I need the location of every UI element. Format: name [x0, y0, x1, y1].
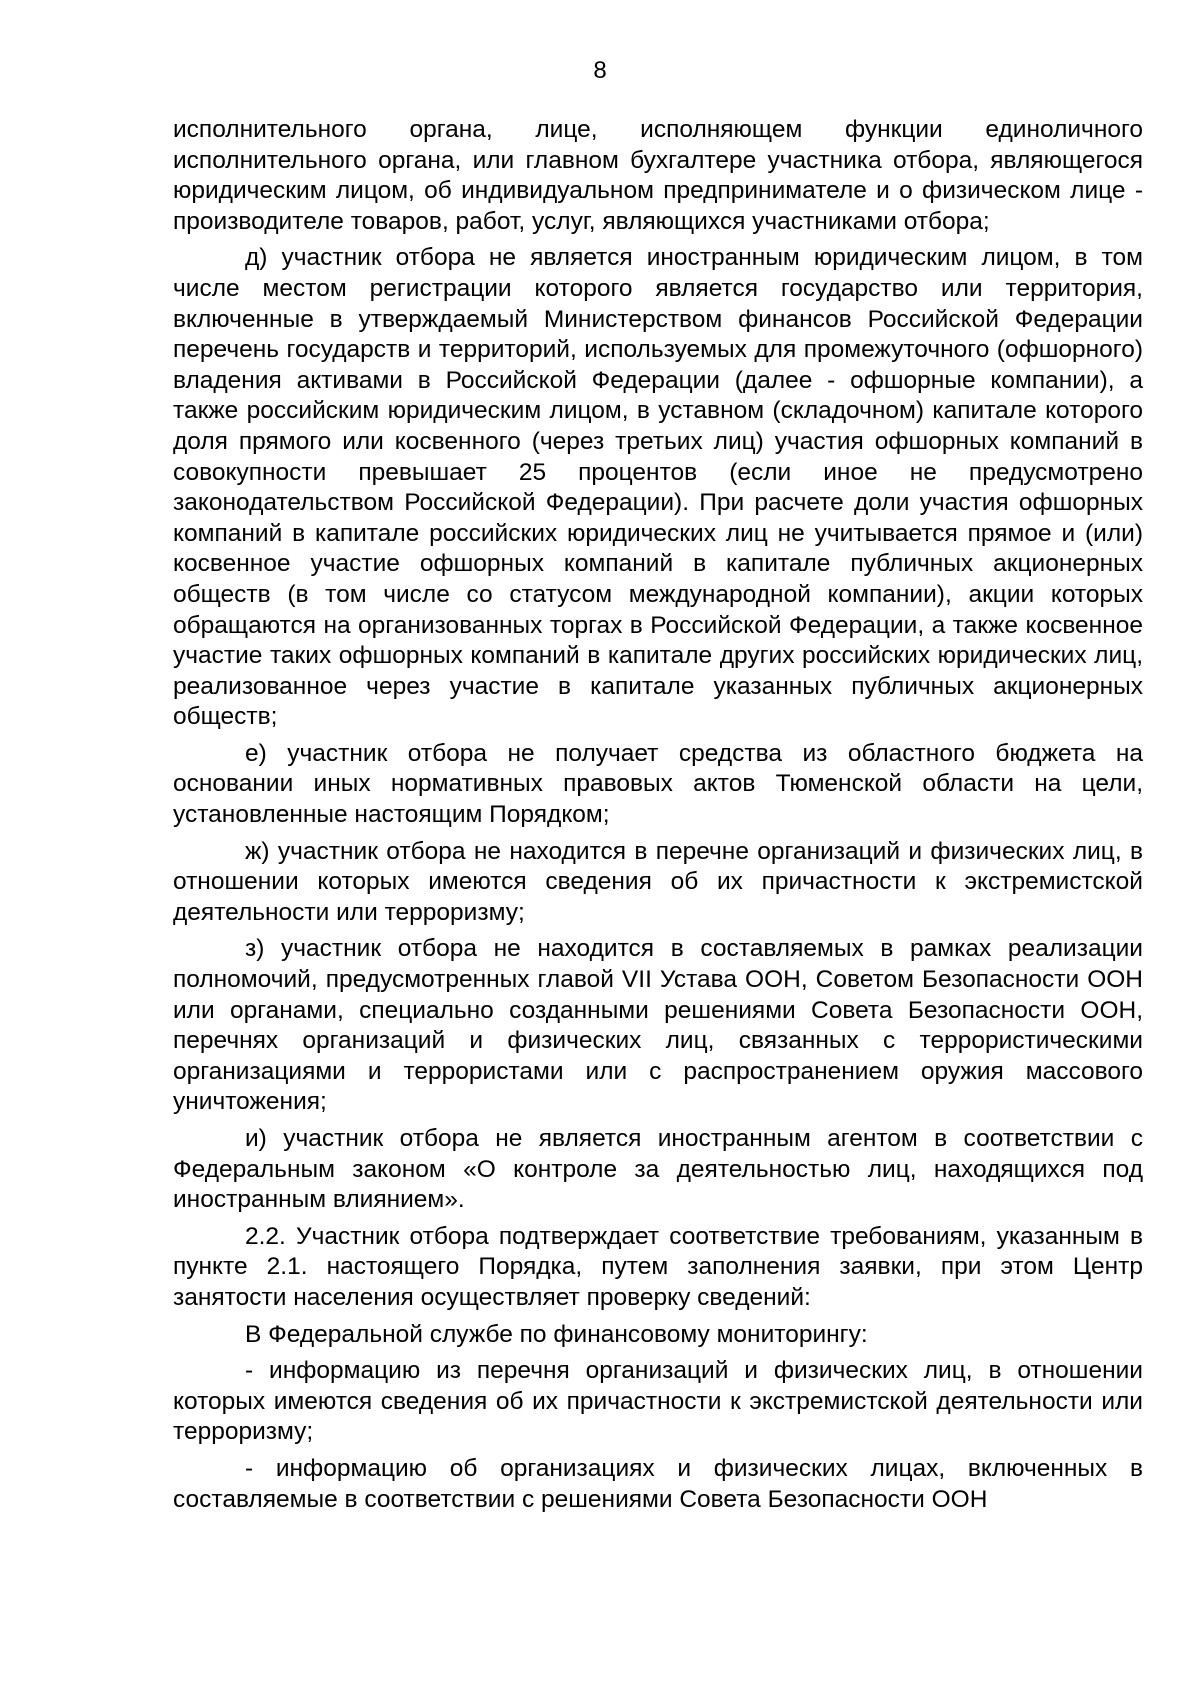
paragraph-item-e: е) участник отбора не получает средства из областного бюджета на основании иных нормативных правовых актов Тюменской области на цели, установленные настоящим Порядком;: [173, 739, 1143, 829]
paragraph-item-i: и) участник отбора не является иностранным агентом в соответствии с Федеральным законом «О контроле за деятельностью лиц, находящихся под иностранным влиянием».: [173, 1125, 1143, 1214]
paragraph-section-2-2: 2.2. Участник отбора подтверждает соответствие требованиям, указанным в пункте 2.1. настоящего Порядка, путем заполнения заявки, при этом Центр занятости населения осуществляет проверку сведений:: [173, 1222, 1143, 1311]
paragraph-item-d: д) участник отбора не является иностранным юридическим лицом, в том числе местом регистрации которого является государство или территория, включенные в утверждаемый Министерством финансов Российской Федерации перечень государств и территорий, используемых для промежуточного (офшорного) владения активами в Российской Федерации (далее - офшорные компании), а также российским юридическим лицом, в уставном (складочном) капитале которого доля прямого или косвенного (через третьих лиц) участия офшорных компаний в совокупности превышает 25 процентов (если иное не предусмотрено законодательством Российской Федерации). При расчете доли участия офшорных компаний в капитале российских юридических лиц не учитывается прямое и (или) косвенное участие офшорных компаний в капитале публичных акционерных обществ (в том числе со статусом международной компании), акции которых обращаются на организованных торгах в Российской Федерации, а также косвенное участие таких офшорных компаний в капитале других российских юридических лиц, реализованное через участие в капитале указанных публичных акционерных обществ;: [173, 244, 1143, 731]
paragraph-fsfm-item-2: - информацию об организациях и физических лицах, включенных в составляемые в соответствии с решениями Совета Безопасности ООН: [173, 1454, 1143, 1513]
paragraph-fsfm-item-1: - информацию из перечня организаций и физических лиц, в отношении которых имеются сведения об их причастности к экстремистской деятельности или терроризму;: [173, 1357, 1143, 1446]
document-body: [173, 115, 1143, 1521]
paragraph-continuation: исполнительного органа, лице, исполняющем функции единоличного исполнительного органа, или главном бухгалтере участника отбора, являющегося юридическим лицом, об индивидуальном предпринимателе и о физическом лице - производителе товаров, работ, услуг, являющихся участниками отбора;: [173, 116, 1143, 235]
page-number: 8: [593, 57, 607, 84]
paragraph-item-zh: ж) участник отбора не находится в перечне организаций и физических лиц, в отношении которых имеются сведения об их причастности к экстремистской деятельности или терроризму;: [173, 837, 1143, 926]
paragraph-item-z: з) участник отбора не находится в составляемых в рамках реализации полномочий, предусмотренных главой VII Устава ООН, Советом Безопасности ООН или органами, специально созданными решениями Совета Безопасности ООН, перечнях организаций и физических лиц, связанных с террористическими организациями и террористами или с распространением оружия массового уничтожения;: [173, 935, 1143, 1116]
paragraph-fsfm-heading: В Федеральной службе по финансовому мониторингу:: [245, 1320, 868, 1348]
